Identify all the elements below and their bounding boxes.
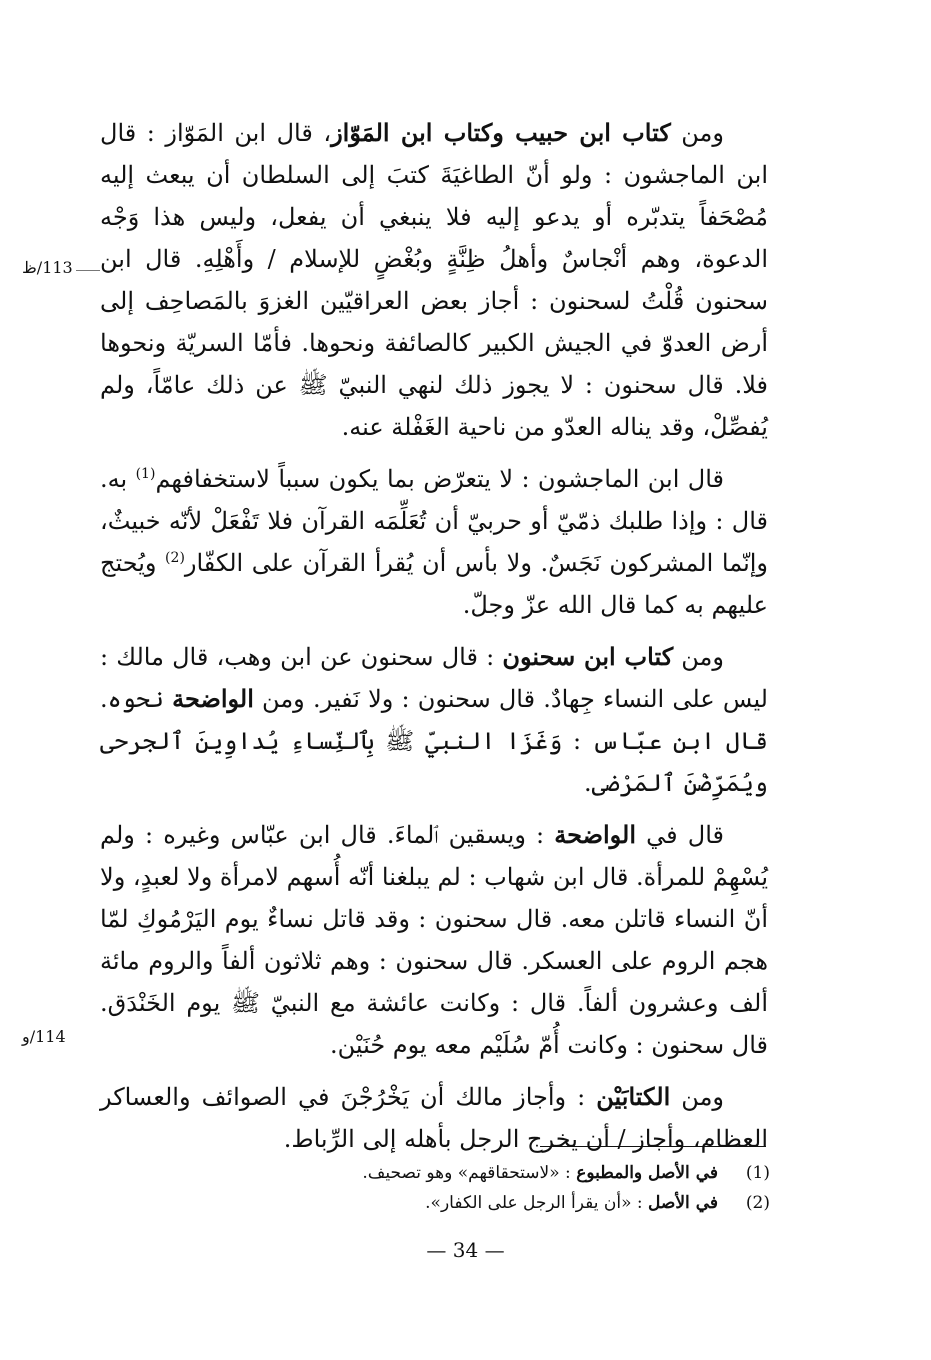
source-title: الواضحة: [554, 820, 637, 849]
source-title: كتاب ابن حبيب وكتاب ابن المَوّاز: [331, 118, 671, 147]
footnote-item: [180, 1158, 770, 1188]
folio-marker: 113/ظ: [22, 258, 73, 277]
text-run: نحوه. قال ابن عبّاس : وَغَزَا النبيّ ﷺ بِٱلنِّساءِ يُداوِينَ ٱلجرحى ويُمَرِّضْنَ ٱلمَرْضى.: [100, 685, 768, 797]
text-run: : وأجاز مالك أن يَخْرُجْنَ في الصوائف والعساكر العظام، وأجاز / أن يخرج الرجل بأهله إلى الرِّباط.: [100, 1083, 768, 1153]
text-run: ومن: [670, 1083, 725, 1111]
footnotes: [180, 1158, 770, 1218]
footnote-number: (1): [745, 1163, 770, 1183]
footnote-body: : «أن يقرأ الرجل على الكفار».: [425, 1193, 649, 1213]
page-number: — 34 —: [426, 1238, 505, 1262]
source-title: الواضحة: [172, 684, 254, 713]
paragraph-4: [100, 814, 768, 1066]
margin-guide-line: [76, 270, 100, 271]
footnote-text: [362, 1158, 718, 1188]
footnote-ref[interactable]: (1): [135, 466, 156, 482]
text-run: : ويسقين ٱلماءَ. قال ابن عبّاس وغيره : ولم يُسْهِمْ للمرأة. قال ابن شهاب : لم يبلغنا أنّه أُسهم لامرأة ولا لعبدٍ، ولا أنّ النساء قاتلن معه. قال سحنون : وقد قاتل نساءٌ يوم اليَرْمُوكِ لمّا هجم الروم على العسكر. قال سحنون : وهم ثلاثون ألفاً والروم مائة ألف وعشرون ألفاً. قال : وكانت عائشة مع النبيّ ﷺ يوم الخَنْدَق. قال سحنون : وكانت أُمّ سُلَيْم معه يوم حُنَيْن.: [100, 821, 768, 1059]
footnote-divider: [540, 1146, 766, 1147]
footnote-body: : «لاستحقاقهم» وهو تصحيف.: [362, 1163, 577, 1183]
paragraph-3: [100, 636, 768, 804]
footnote-item: [180, 1188, 770, 1218]
main-text: [100, 112, 768, 1170]
folio-marker: 114/و: [22, 1027, 66, 1046]
paragraph-2: [100, 458, 768, 626]
footnote-number: (2): [745, 1193, 770, 1213]
footnote-label: في الأصل: [648, 1193, 718, 1213]
source-title: كتاب ابن سحنون: [502, 642, 674, 671]
paragraph-1: [100, 112, 768, 448]
text-run: به. قال : وإذا طلبك ذمّيّ أو حربيّ أن تُعَلِّمَه القرآن فلا تَفْعَلْ لأنّه خبيثٌ، وإنّما المشركون نَجَسٌ. ولا بأس أن يُقرأ القرآن على الكفّار: [100, 465, 769, 577]
text-run: ومن: [673, 643, 724, 671]
source-title: الكتابَيْن: [596, 1082, 671, 1111]
footnote-label: في الأصل والمطبوع: [576, 1163, 718, 1183]
paragraph-5: [100, 1076, 768, 1160]
footnote-text: [425, 1188, 718, 1218]
text-run: قال في: [636, 821, 724, 849]
text-run: : قال سحنون عن ابن وهب، قال مالك : ليس على النساء جِهادٌ. قال سحنون : ولا نَفير. ومن: [100, 643, 768, 713]
text-run: قال ابن الماجشون : لا يتعرّض بما يكون سبباً لاستخفافهم: [155, 465, 724, 493]
text-run: ، قال ابن المَوّاز : قال ابن الماجشون : ولو أنّ الطاغيَةَ كتبَ إلى السلطان أن يبعث إليه مُصْحَفاً يتدبّره أو يدعو إليه فلا ينبغي أن يفعل، وليس هذا وَجْه الدعوة، وهم أنْجاسٌ وأهلُ ظِنَّةٍ وبُغْضٍ للإسلام / وأَهْلِهِ. قال ابن سحنون قُلْتُ لسحنون : أجاز بعض العراقيّين الغزوَ بالمَصاحِف إلى أرض العدوّ في الجيش الكبير كالصائفة ونحوها. فأمّا السريّة ونحوها فلا. قال سحنون : لا يجوز ذلك لنهي النبيّ ﷺ عن ذلك عامّاً، ولم يُفصِّلْ، وقد يناله العدّو من ناحية الغَفْلة عنه.: [100, 119, 768, 441]
text-run: ويُحتج عليهم به كما قال الله عزّ وجلّ.: [100, 549, 768, 619]
footnote-ref[interactable]: (2): [165, 550, 185, 566]
text-run: ومن: [670, 119, 724, 147]
